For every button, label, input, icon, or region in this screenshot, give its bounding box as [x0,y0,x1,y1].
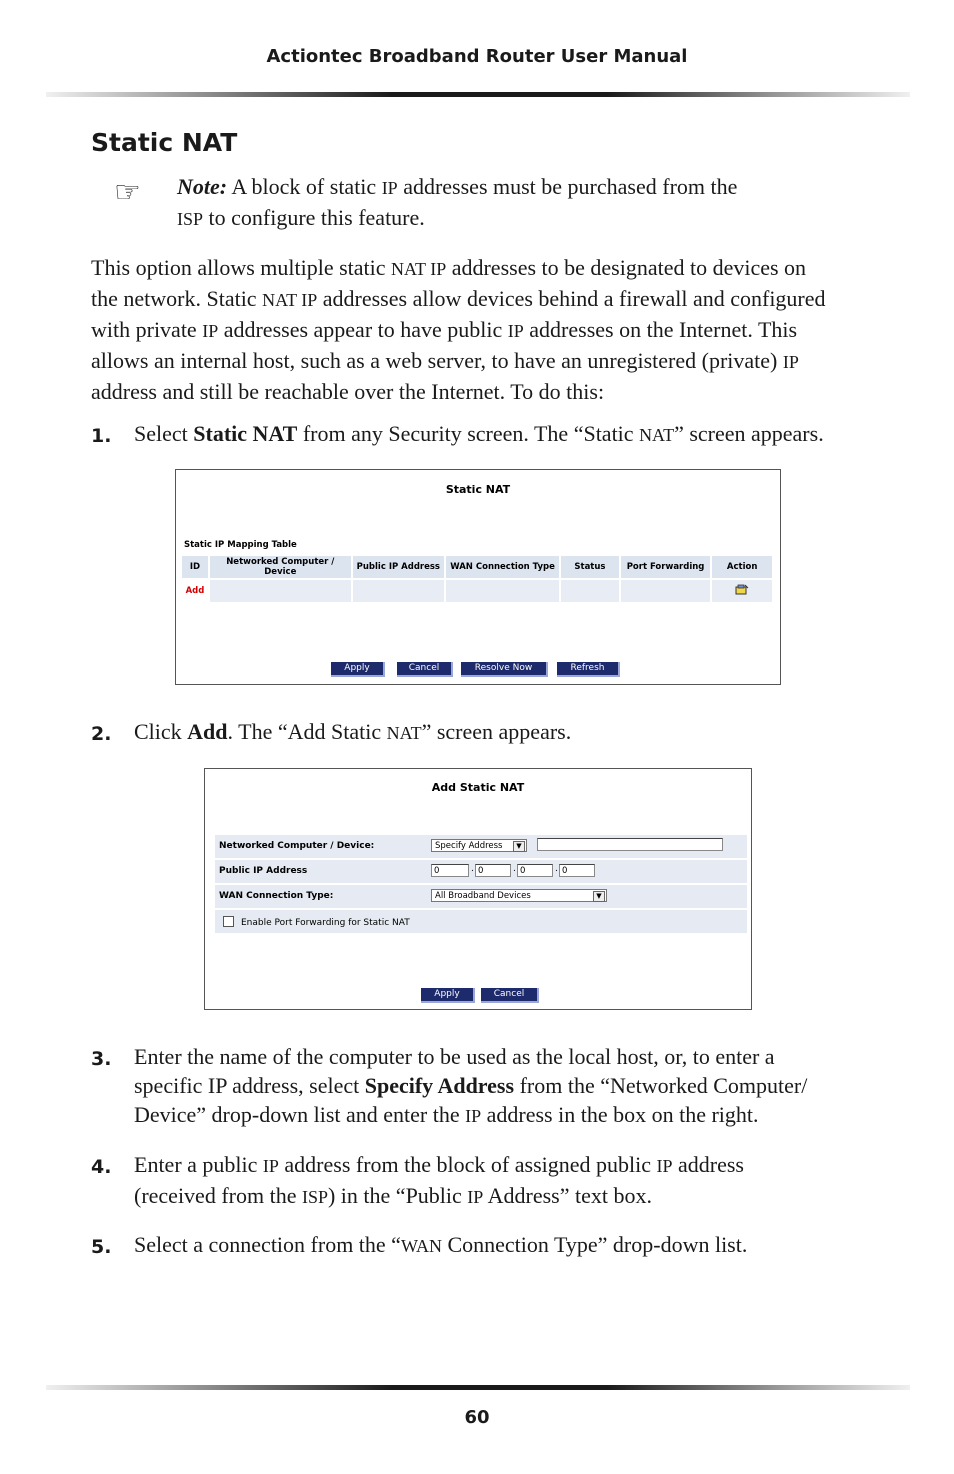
mapping-table-caption: Static IP Mapping Table [184,540,297,550]
ip-octet-1-input[interactable]: 0 [431,864,469,877]
chevron-down-icon: ▼ [593,891,605,902]
networked-computer-row: Networked Computer / Device: Specify Address ▼ [215,835,747,858]
manual-title: Actiontec Broadband Router User Manual [266,46,688,67]
col-networked-computer: Networked Computer / Device [210,556,351,578]
step-2: 2. Click Add. The “Add Static NAT” screen appears. [91,719,572,745]
col-status: Status [561,556,619,578]
step-5: 5. Select a connection from the “WAN Connection Type” drop-down list. [91,1232,748,1258]
port-forwarding-checkbox[interactable] [223,916,234,927]
port-forwarding-label: Enable Port Forwarding for Static NAT [241,918,410,928]
col-public-ip: Public IP Address [353,556,444,578]
static-nat-screen [175,469,781,685]
cancel-button[interactable]: Cancel [397,662,453,677]
add-static-nat-screen [204,768,752,1010]
step-3: 3. Enter the name of the computer to be used as the local host, or, to enter a specific IP address, select Specify Address from the “Networked Computer/ Device” drop-down list and enter the IP address in the box on the right. [91,1044,808,1127]
section-heading: Static NAT [91,128,238,157]
note-label: Note: [177,174,228,199]
add-static-nat-title: Add Static NAT [431,781,525,794]
footer-rule [46,1385,910,1390]
intro-paragraph: This option allows multiple static NAT IP addresses to be designated to devices on the network. Static NAT IP addresses allow devices behind a firewall and configured with private IP addresses appear to have public IP addresses on the Internet. This allows an internal host, such as a web server, to have an unregistered (private) IP address and still be reachable over the Internet. To do this: [91,255,826,404]
step-1: 1. Select Static NAT from any Security screen. The “Static NAT” screen appears. [91,421,824,447]
col-action: Action [712,556,772,578]
col-wan-connection: WAN Connection Type [446,556,559,578]
computer-select[interactable]: Specify Address ▼ [431,839,527,852]
apply-button[interactable]: Apply [331,662,385,677]
ip-octet-2-input[interactable]: 0 [475,864,511,877]
wan-connection-select[interactable]: All Broadband Devices ▼ [431,889,607,902]
computer-address-input[interactable] [537,838,723,851]
header-rule [46,92,910,97]
ip-octet-4-input[interactable]: 0 [559,864,595,877]
resolve-now-button[interactable]: Resolve Now [461,662,548,677]
col-id: ID [182,556,208,578]
chevron-down-icon: ▼ [513,841,525,852]
page-number: 60 [464,1407,490,1428]
ip-octet-3-input[interactable]: 0 [517,864,553,877]
add-entry-icon[interactable] [712,580,772,602]
add-link[interactable]: Add [182,580,208,602]
static-ip-mapping-table [180,554,774,604]
note-block: Note: A block of static IP addresses must be purchased from the ISP to configure this feature. [177,174,738,230]
col-port-forwarding: Port Forwarding [621,556,711,578]
apply-button[interactable]: Apply [421,988,475,1003]
cancel-button[interactable]: Cancel [481,988,539,1003]
refresh-button[interactable]: Refresh [557,662,620,677]
wan-connection-row: WAN Connection Type: All Broadband Devices ▼ [215,885,747,908]
public-ip-row: Public IP Address 0 . 0 . 0 . 0 [215,860,747,883]
pointing-hand-icon: ☞ [114,176,141,209]
step-4: 4. Enter a public IP address from the block of assigned public IP address (received from the ISP) in the “Public IP Address” text box. [91,1152,744,1208]
port-forwarding-row [215,910,747,933]
static-nat-screen-title: Static NAT [445,483,511,496]
